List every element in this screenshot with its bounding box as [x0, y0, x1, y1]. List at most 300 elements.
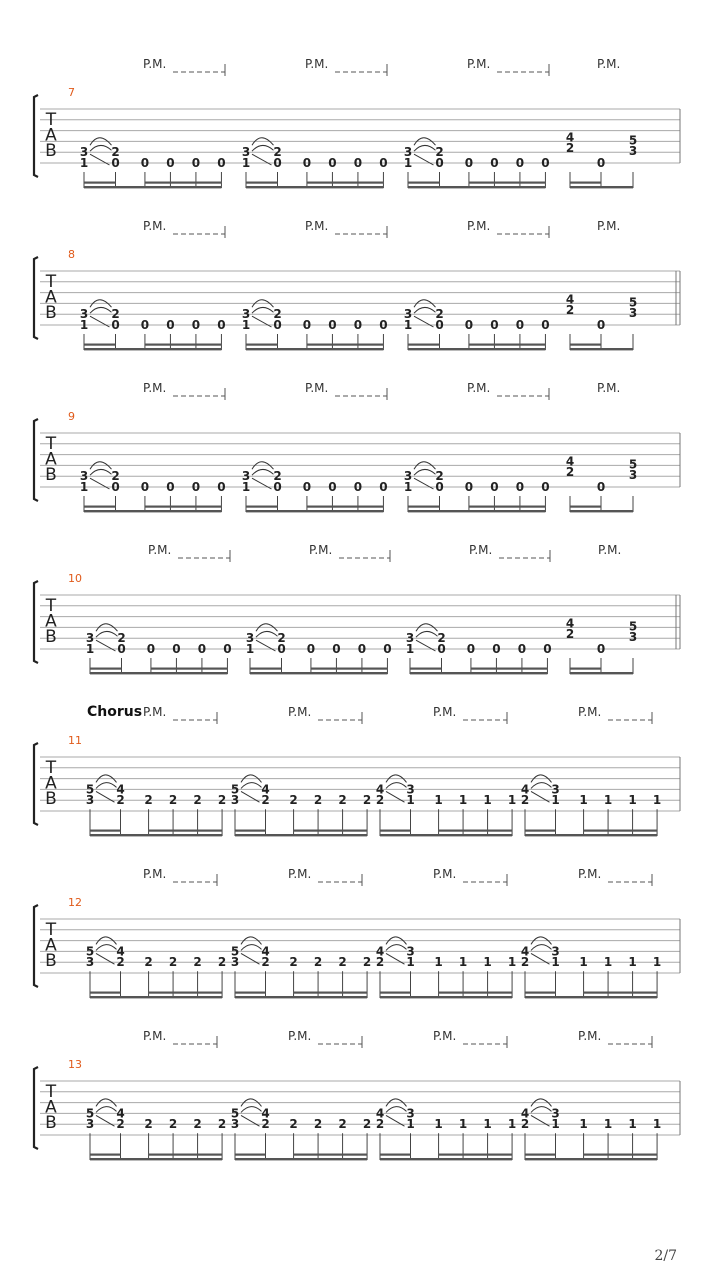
fret-number: 0	[541, 480, 550, 494]
beam	[469, 344, 546, 346]
palm-mute-label: P.M.	[433, 1029, 457, 1043]
fret-number: 3	[628, 306, 638, 321]
fret-number: 2	[261, 955, 270, 970]
palm-mute-label: P.M.	[467, 219, 491, 233]
system-bracket	[34, 581, 38, 663]
hammer-on-arc	[90, 145, 112, 151]
beam	[408, 344, 440, 346]
hammer-on-arc	[96, 945, 117, 951]
fret-number: 4	[565, 130, 575, 145]
beam	[439, 830, 513, 832]
fret-number: 0	[490, 480, 499, 494]
fret-number: 3	[230, 793, 240, 808]
fret-number: 3	[551, 1106, 560, 1121]
beam	[570, 510, 633, 512]
fret-number: 0	[353, 480, 363, 494]
fret-number: 0	[466, 642, 476, 656]
beam	[149, 992, 223, 994]
fret-number: 2	[338, 955, 347, 970]
fret-number: 2	[273, 307, 282, 322]
fret-number: 4	[375, 944, 385, 959]
fret-number: 0	[543, 642, 552, 656]
fret-number: 0	[541, 318, 550, 332]
fret-number: 2	[565, 303, 575, 318]
tab-clef-b: B	[45, 465, 57, 485]
fret-number: 4	[520, 782, 530, 797]
fret-number: 3	[551, 944, 560, 959]
fret-number: 1	[458, 955, 468, 970]
hammer-on-arc	[531, 783, 552, 789]
beam	[584, 1154, 658, 1156]
fret-number: 2	[565, 465, 575, 480]
fret-number: 0	[217, 318, 226, 332]
beam	[149, 1154, 223, 1156]
fret-number: 5	[628, 457, 638, 472]
fret-number: 0	[515, 156, 525, 170]
fret-number: 1	[579, 793, 588, 808]
fret-number: 3	[403, 307, 413, 322]
hammer-on-arc	[96, 783, 117, 789]
fret-number: 1	[434, 955, 443, 970]
fret-number: 2	[117, 631, 126, 646]
fret-number: 2	[217, 1117, 227, 1132]
beam	[380, 830, 411, 832]
beam	[380, 992, 411, 994]
fret-number: 1	[603, 1117, 613, 1132]
palm-mute-label: P.M.	[143, 705, 167, 719]
fret-number: 2	[375, 793, 385, 808]
fret-number: 0	[379, 156, 388, 170]
fret-number: 0	[223, 642, 232, 656]
tab-clef-a: A	[45, 773, 57, 794]
fret-number: 1	[403, 156, 413, 170]
tab-clef-t: T	[45, 596, 57, 616]
fret-number: 0	[146, 642, 156, 656]
fret-number: 2	[313, 1117, 323, 1132]
fret-number: 0	[306, 642, 316, 656]
palm-mute-label: P.M.	[433, 705, 457, 719]
system-12	[34, 867, 680, 998]
fret-number: 1	[458, 793, 468, 808]
beam	[235, 1158, 367, 1160]
fret-number: 3	[79, 469, 89, 484]
fret-number: 3	[79, 307, 89, 322]
fret-number: 0	[490, 156, 499, 170]
fret-number: 4	[520, 944, 530, 959]
fret-number: 1	[85, 642, 95, 656]
fret-number: 5	[85, 944, 95, 959]
beam	[307, 506, 384, 508]
fret-number: 2	[193, 793, 202, 808]
beam	[149, 830, 223, 832]
hammer-on-arc	[531, 1107, 552, 1113]
fret-number: 0	[140, 480, 150, 494]
palm-mute-label: P.M.	[578, 867, 602, 881]
tab-clef-a: A	[45, 611, 57, 632]
hammer-on-arc	[96, 631, 118, 637]
hammer-on-arc	[416, 631, 438, 637]
palm-mute-label: P.M.	[288, 705, 312, 719]
page-number: 2/7	[654, 1248, 677, 1264]
fret-number: 2	[520, 1117, 530, 1132]
fret-number: 0	[191, 480, 201, 494]
fret-number: 0	[328, 156, 337, 170]
palm-mute-label: P.M.	[288, 1029, 312, 1043]
system-bracket	[34, 257, 38, 339]
hammer-on-arc	[252, 145, 274, 151]
beam	[90, 672, 227, 674]
fret-number: 1	[507, 793, 517, 808]
fret-number: 1	[483, 793, 492, 808]
fret-number: 2	[437, 631, 446, 646]
measure-number: 13	[68, 1058, 82, 1071]
fret-number: 1	[241, 318, 251, 332]
tab-clef-a: A	[45, 449, 57, 470]
beam	[250, 672, 387, 674]
fret-number: 0	[172, 642, 181, 656]
beam	[525, 1154, 556, 1156]
fret-number: 1	[483, 1117, 492, 1132]
beam	[90, 1158, 222, 1160]
fret-number: 2	[375, 955, 385, 970]
beam	[246, 182, 278, 184]
beam	[380, 1154, 411, 1156]
hammer-on-arc	[414, 469, 436, 475]
fret-number: 3	[628, 468, 638, 483]
fret-number: 0	[435, 318, 444, 332]
fret-number: 2	[520, 955, 530, 970]
fret-number: 1	[458, 1117, 468, 1132]
hammer-on-arc	[386, 783, 407, 789]
beam	[250, 668, 282, 670]
system-10	[34, 543, 680, 674]
measure-number: 8	[68, 248, 75, 261]
beam	[145, 182, 222, 184]
fret-number: 3	[230, 1117, 240, 1132]
beam	[469, 506, 546, 508]
palm-mute-label: P.M.	[467, 57, 491, 71]
system-bracket	[34, 905, 38, 987]
fret-number: 0	[140, 318, 150, 332]
fret-number: 3	[406, 1106, 415, 1121]
tab-clef-b: B	[45, 951, 57, 971]
beam	[307, 344, 384, 346]
palm-mute-label: P.M.	[597, 57, 621, 71]
fret-number: 2	[313, 955, 323, 970]
fret-number: 2	[193, 1117, 202, 1132]
fret-number: 1	[551, 1117, 560, 1132]
fret-number: 2	[313, 793, 323, 808]
fret-number: 1	[652, 793, 662, 808]
beam	[246, 344, 278, 346]
fret-number: 5	[628, 295, 638, 310]
palm-mute-label: P.M.	[433, 867, 457, 881]
beam	[246, 186, 383, 188]
hammer-on-arc	[414, 145, 436, 151]
beam	[84, 182, 116, 184]
palm-mute-label: P.M.	[305, 381, 329, 395]
fret-number: 0	[464, 156, 474, 170]
fret-number: 2	[362, 955, 372, 970]
fret-number: 3	[241, 145, 251, 160]
beam	[84, 186, 221, 188]
system-13	[34, 1029, 680, 1160]
beam	[84, 348, 221, 350]
fret-number: 5	[230, 782, 240, 797]
beam	[90, 996, 222, 998]
beam	[84, 506, 116, 508]
fret-number: 4	[565, 616, 575, 631]
fret-number: 1	[434, 793, 443, 808]
fret-number: 0	[541, 156, 550, 170]
fret-number: 2	[520, 793, 530, 808]
fret-number: 0	[166, 156, 175, 170]
fret-number: 1	[403, 480, 413, 494]
tab-clef-b: B	[45, 789, 57, 809]
fret-number: 1	[551, 955, 560, 970]
fret-number: 0	[596, 156, 606, 170]
fret-number: 3	[85, 793, 95, 808]
fret-number: 4	[116, 944, 125, 959]
palm-mute-label: P.M.	[143, 381, 167, 395]
system-bracket	[34, 1067, 38, 1149]
tab-clef-t: T	[45, 110, 57, 130]
fret-number: 0	[273, 480, 282, 494]
beam	[246, 506, 278, 508]
beam	[294, 830, 368, 832]
fret-number: 0	[492, 642, 501, 656]
fret-number: 2	[217, 955, 227, 970]
fret-number: 1	[628, 955, 637, 970]
tab-clef-a: A	[45, 935, 57, 956]
beam	[380, 1158, 512, 1160]
beam	[380, 834, 512, 836]
fret-number: 1	[603, 955, 613, 970]
fret-number: 1	[245, 642, 255, 656]
beam	[90, 668, 122, 670]
beam	[525, 992, 556, 994]
fret-number: 2	[565, 627, 575, 642]
beam	[145, 344, 222, 346]
beam	[469, 182, 546, 184]
beam	[380, 996, 512, 998]
fret-number: 4	[261, 1106, 270, 1121]
measure-number: 10	[68, 572, 82, 585]
palm-mute-label: P.M.	[143, 1029, 167, 1043]
fret-number: 0	[383, 642, 392, 656]
fret-number: 5	[628, 133, 638, 148]
beam	[84, 510, 221, 512]
fret-number: 2	[338, 793, 347, 808]
fret-number: 4	[565, 292, 575, 307]
fret-number: 2	[261, 1117, 270, 1132]
palm-mute-label: P.M.	[597, 219, 621, 233]
measure-number: 12	[68, 896, 82, 909]
fret-number: 0	[357, 642, 367, 656]
fret-number: 2	[217, 793, 227, 808]
fret-number: 0	[596, 318, 606, 332]
beam	[439, 1154, 513, 1156]
palm-mute-label: P.M.	[578, 1029, 602, 1043]
beam	[584, 992, 658, 994]
fret-number: 2	[289, 955, 298, 970]
fret-number: 4	[261, 944, 270, 959]
measure-number: 11	[68, 734, 82, 747]
beam	[525, 830, 556, 832]
fret-number: 2	[144, 793, 153, 808]
fret-number: 1	[405, 642, 415, 656]
tab-clef-t: T	[45, 758, 57, 778]
fret-number: 3	[79, 145, 89, 160]
fret-number: 0	[191, 318, 201, 332]
fret-number: 4	[375, 1106, 385, 1121]
palm-mute-label: P.M.	[305, 219, 329, 233]
fret-number: 3	[403, 145, 413, 160]
fret-number: 2	[111, 469, 120, 484]
fret-number: 1	[403, 318, 413, 332]
fret-number: 3	[406, 944, 415, 959]
hammer-on-arc	[241, 1107, 262, 1113]
fret-number: 1	[628, 1117, 637, 1132]
beam	[570, 672, 633, 674]
fret-number: 2	[289, 1117, 298, 1132]
tab-clef-a: A	[45, 125, 57, 146]
fret-number: 2	[116, 1117, 125, 1132]
fret-number: 2	[111, 307, 120, 322]
palm-mute-label: P.M.	[598, 543, 622, 557]
beam	[90, 992, 121, 994]
fret-number: 1	[579, 955, 588, 970]
fret-number: 3	[405, 631, 415, 646]
fret-number: 0	[515, 318, 525, 332]
tab-clef-t: T	[45, 272, 57, 292]
fret-number: 0	[273, 318, 282, 332]
palm-mute-label: P.M.	[597, 381, 621, 395]
fret-number: 2	[435, 307, 444, 322]
beam	[294, 992, 368, 994]
fret-number: 1	[652, 955, 662, 970]
tab-clef-a: A	[45, 287, 57, 308]
tab-clef-b: B	[45, 1113, 57, 1133]
hammer-on-arc	[96, 1107, 117, 1113]
palm-mute-label: P.M.	[143, 219, 167, 233]
beam	[90, 834, 222, 836]
system-bracket	[34, 743, 38, 825]
beam	[570, 348, 633, 350]
beam	[570, 668, 601, 670]
fret-number: 3	[551, 782, 560, 797]
fret-number: 5	[85, 782, 95, 797]
fret-number: 1	[603, 793, 613, 808]
fret-number: 1	[79, 156, 89, 170]
fret-number: 4	[116, 1106, 125, 1121]
beam	[525, 834, 657, 836]
fret-number: 1	[79, 318, 89, 332]
fret-number: 2	[168, 955, 178, 970]
system-bracket	[34, 95, 38, 177]
fret-number: 2	[435, 145, 444, 160]
system-7	[34, 57, 680, 188]
beam	[570, 182, 601, 184]
beam	[408, 506, 440, 508]
beam	[584, 830, 658, 832]
beam	[570, 186, 633, 188]
fret-number: 0	[111, 156, 120, 170]
tab-clef-b: B	[45, 141, 57, 161]
fret-number: 4	[375, 782, 385, 797]
system-8	[34, 219, 680, 350]
fret-number: 4	[261, 782, 270, 797]
fret-number: 1	[579, 1117, 588, 1132]
fret-number: 1	[551, 793, 560, 808]
fret-number: 0	[217, 156, 226, 170]
tab-clef-t: T	[45, 920, 57, 940]
fret-number: 2	[261, 793, 270, 808]
system-bracket	[34, 419, 38, 501]
beam	[408, 182, 440, 184]
beam	[235, 830, 266, 832]
beam	[235, 834, 367, 836]
fret-number: 5	[628, 619, 638, 634]
fret-number: 3	[245, 631, 255, 646]
fret-number: 2	[565, 141, 575, 156]
hammer-on-arc	[252, 469, 274, 475]
fret-number: 0	[517, 642, 527, 656]
beam	[90, 1154, 121, 1156]
measure-number: 9	[68, 410, 75, 423]
beam	[410, 668, 442, 670]
fret-number: 0	[435, 156, 444, 170]
fret-number: 2	[362, 1117, 372, 1132]
fret-number: 2	[277, 631, 286, 646]
fret-number: 2	[168, 793, 178, 808]
hammer-on-arc	[386, 945, 407, 951]
fret-number: 4	[565, 454, 575, 469]
fret-number: 0	[140, 156, 150, 170]
fret-number: 3	[628, 630, 638, 645]
palm-mute-label: P.M.	[143, 867, 167, 881]
palm-mute-label: P.M.	[148, 543, 172, 557]
fret-number: 0	[490, 318, 499, 332]
fret-number: 1	[241, 156, 251, 170]
fret-number: 0	[379, 480, 388, 494]
hammer-on-arc	[256, 631, 278, 637]
hammer-on-arc	[90, 469, 112, 475]
fret-number: 1	[406, 955, 415, 970]
fret-number: 0	[217, 480, 226, 494]
fret-number: 3	[406, 782, 415, 797]
fret-number: 0	[353, 318, 363, 332]
palm-mute-label: P.M.	[469, 543, 493, 557]
section-label-chorus: Chorus	[87, 704, 143, 720]
beam	[84, 344, 116, 346]
fret-number: 0	[117, 642, 126, 656]
fret-number: 1	[79, 480, 89, 494]
beam	[408, 348, 545, 350]
fret-number: 0	[302, 156, 312, 170]
tab-clef-t: T	[45, 1082, 57, 1102]
fret-number: 3	[403, 469, 413, 484]
beam	[408, 510, 545, 512]
beam	[90, 830, 121, 832]
hammer-on-arc	[531, 945, 552, 951]
fret-number: 2	[273, 145, 282, 160]
hammer-on-arc	[386, 1107, 407, 1113]
system-9	[34, 381, 680, 512]
system-11	[34, 704, 680, 836]
fret-number: 3	[230, 955, 240, 970]
beam	[246, 348, 383, 350]
